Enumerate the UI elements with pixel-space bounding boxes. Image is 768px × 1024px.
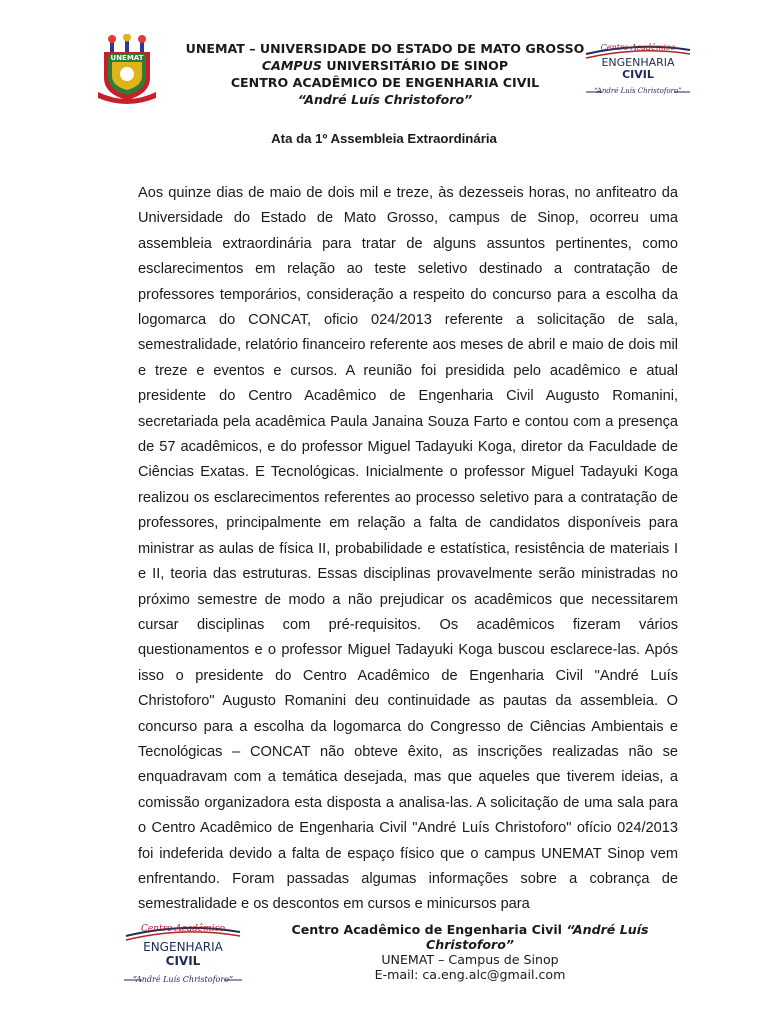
ca-logo-footer-script: Centro Acadêmico (140, 924, 226, 934)
honoree-name: “André Luís Christoforo” (297, 92, 473, 107)
document-footer (270, 922, 670, 982)
document-body: Aos quinze dias de maio de dois mil e treze, às dezesseis horas, no anfiteatro da Universidade do Estado de Mato Grosso, campus de Sinop, ocorreu uma assembleia extraordinária para tratar de alguns assuntos pertinentes, como esclarecimentos em relação ao teste seletivo destinado a contratação de professores temporários, consideração a respeito do concurso para a escolha da logomarca do CONCAT, oficio 024/2013 referente a solicitação de sala, semestralidade, relatório financeiro referente aos meses de abril e maio de dois mil e treze e eventos e cursos. A reunião foi presidida pelo acadêmico e atual presidente do Centro Acadêmico de Engenharia Civil Augusto Romanini, secretariada pela acadêmica Paula Janaina Souza Farto e contou com a presença de 57 acadêmicos, e do professor Miguel Tadayuki Koga, diretor da Faculdade de Ciências Exatas. E Tecnológicas. Inicialmente o professor Miguel Tadayuki Koga realizou os esclarecimentos referentes ao processo seletivo para a contratação de professores, principalmente em relação a falta de candidatos disponíveis para ministrar as aulas de física II, probabilidade e estatística, resistência de materiais I e II, teoria das estruturas. Essas disciplinas provavelmente serão ministradas no próximo semestre de modo a não prejudicar os acadêmicos que necessitarem cursar disciplinas com pré-requisitos. Os acadêmicos fizeram vários questionamentos e o professor Miguel Tadayuki Koga buscou esclarece-las. Após isso o presidente do Centro Acadêmico de Engenharia Civil "André Luís Christoforo" Augusto Romanini deu continuidade as pautas da assembleia. O concurso para a escolha da logomarca do Congresso de Ciências Ambientais e Tecnológicas – CONCAT não obteve êxito, as inscrições realizadas não se enquadravam com a temática desejada, mas que aqueles que tiverem ideias, a comissão organizadora esta disposta a analisa-las. A solicitação de uma sala para o Centro Acadêmico de Engenharia Civil "André Luís Christoforo" ofício 024/2013 foi indeferida devido a falta de espaço físico que o campus UNEMAT Sinop vem enfrentando. Foram passadas algumas informações sobre a cobrança de semestralidade e os descontos em cursos e minicursos para (138, 185, 678, 913)
campus-rest: UNIVERSITÁRIO DE SINOP (321, 58, 509, 73)
ca-logo-tagline: “André Luís Christoforo” (594, 87, 682, 95)
footer-center-line (270, 922, 670, 952)
ca-logo-header (582, 40, 694, 102)
academic-center-name: CENTRO ACADÊMICO DE ENGENHARIA CIVIL (230, 75, 540, 90)
footer-email: E-mail: ca.eng.alc@gmail.com (374, 967, 566, 982)
ca-logo-civil: CIVIL (622, 68, 654, 81)
footer-honoree: “André Luís Christoforo” (425, 922, 649, 952)
university-name: UNEMAT – UNIVERSIDADE DO ESTADO DE MATO GROSSO (185, 41, 585, 56)
ca-logo-engenharia: ENGENHARIA (601, 56, 675, 69)
unemat-seal-logo (96, 34, 158, 104)
ca-logo-footer-civil: CIVIL (165, 954, 201, 968)
footer-center-name: Centro Acadêmico de Engenharia Civil (291, 922, 567, 937)
ca-logo-script: Centro Acadêmico (600, 43, 676, 52)
seal-label: UNEMAT (110, 54, 144, 62)
ca-logo-footer (120, 920, 246, 990)
ca-logo-footer-tagline: “André Luís Christoforo” (132, 975, 234, 984)
ca-logo-footer-engenharia: ENGENHARIA (143, 940, 223, 954)
document-header (170, 40, 600, 108)
footer-campus: UNEMAT – Campus de Sinop (381, 952, 559, 967)
campus-italic: CAMPUS (261, 58, 322, 73)
campus-line (170, 57, 600, 74)
document-title: Ata da 1º Assembleia Extraordinária (271, 131, 497, 146)
